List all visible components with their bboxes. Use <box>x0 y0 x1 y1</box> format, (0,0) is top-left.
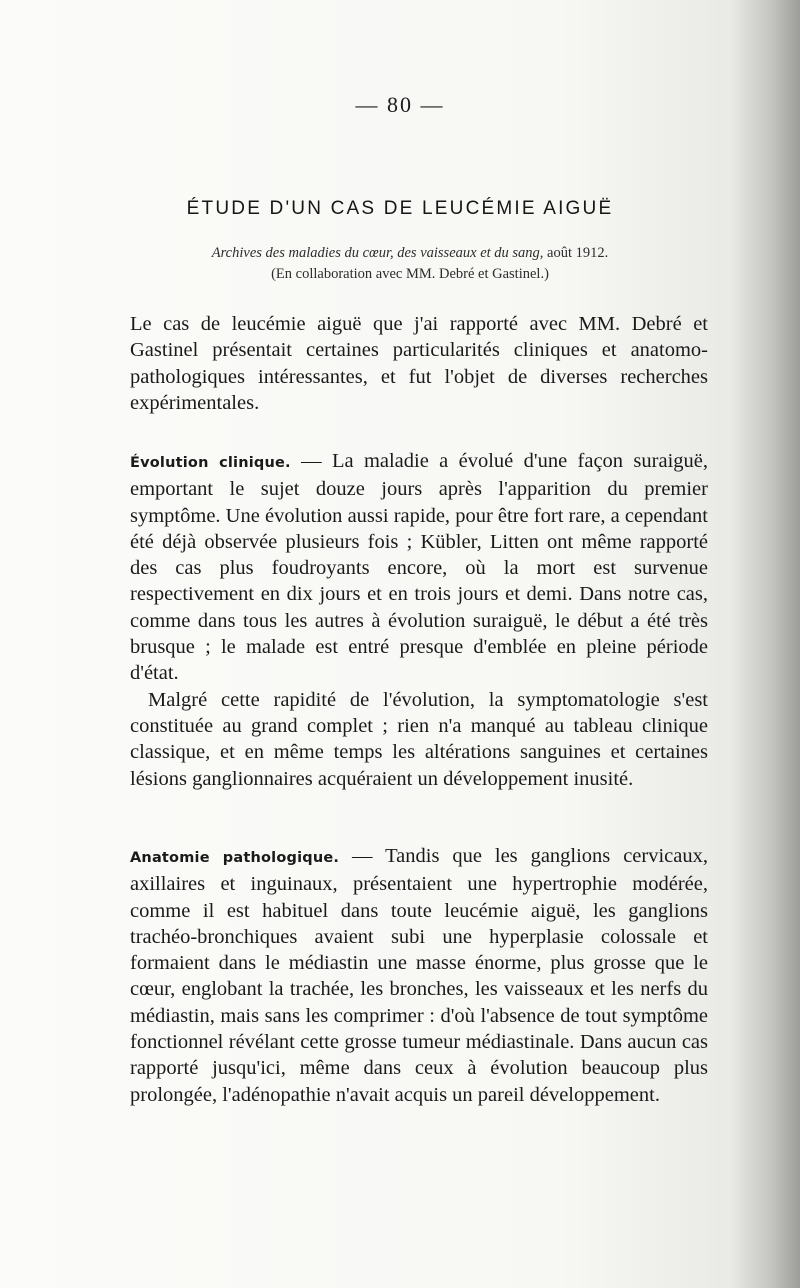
section-paragraph <box>130 448 708 687</box>
page-number: — 80 — <box>355 92 445 117</box>
page-edge-shadow <box>730 0 800 1288</box>
source-collaboration: (En collaboration avec MM. Debré et Gastinel.) <box>271 266 549 282</box>
intro-paragraph-block <box>130 311 708 416</box>
section-paragraph <box>130 843 708 1108</box>
intro-paragraph: Le cas de leucémie aiguë que j'ai rapporté avec MM. Debré et Gastinel présentait certaines particularités cliniques et anatomo-pathologiques intéressantes, et fut l'objet de diverses recherches expérimentales. <box>130 313 708 414</box>
article-title: ÉTUDE D'UN CAS DE LEUCÉMIE AIGUË <box>186 198 614 219</box>
section-evolution-clinique <box>130 448 708 792</box>
section-text: — La maladie a évolué d'une façon suraiguë, emportant le sujet douze jours après l'apparition du premier symptôme. Une évolution aussi rapide, pour être fort rare, a cependant été déjà observée plusieurs fois ; Kübler, Litten ont même rapporté des cas plus foudroyants encore, où la mort est survenue respectivement en dix jours et en trois jours et demi. Dans notre cas, comme dans tous les autres à évolution suraiguë, le début a été très brusque ; le malade est entré presque d'emblée en pleine période d'état. <box>130 450 708 685</box>
section-paragraph: Malgré cette rapidité de l'évolution, la symptomatologie s'est constituée au grand complet ; rien n'a manqué au tableau clinique classique, et en même temps les altérations sanguines et certaines lésions ganglionnaires acquéraient un développement inusité. <box>130 688 708 790</box>
source-date: août 1912. <box>547 245 609 261</box>
source-journal: Archives des maladies du cœur, des vaisseaux et du sang, <box>211 245 544 261</box>
section-text: — Tandis que les ganglions cervicaux, axillaires et inguinaux, présentaient une hypertrophie modérée, comme il est habituel dans toute leucémie aiguë, les ganglions trachéo-bronchiques avaient subi une hyperplasie colossale et formaient dans le médiastin une masse énorme, plus grosse que le cœur, englobant la trachée, les bronches, les vaisseaux et les nerfs du médiastin, mais sans les comprimer : d'où l'absence de tout symptôme fonctionnel révélant cette grosse tumeur médiastinale. Dans aucun cas rapporté jusqu'ici, même dans ceux à évolution beaucoup plus prolongée, l'adénopathie n'avait acquis un pareil développement. <box>130 845 708 1106</box>
section-anatomie-pathologique <box>130 843 708 1108</box>
source-citation <box>150 243 670 285</box>
source-journal-line <box>150 243 670 264</box>
section-heading: Anatomie pathologique. <box>130 850 340 866</box>
section-heading: Évolution clinique. <box>130 455 291 471</box>
